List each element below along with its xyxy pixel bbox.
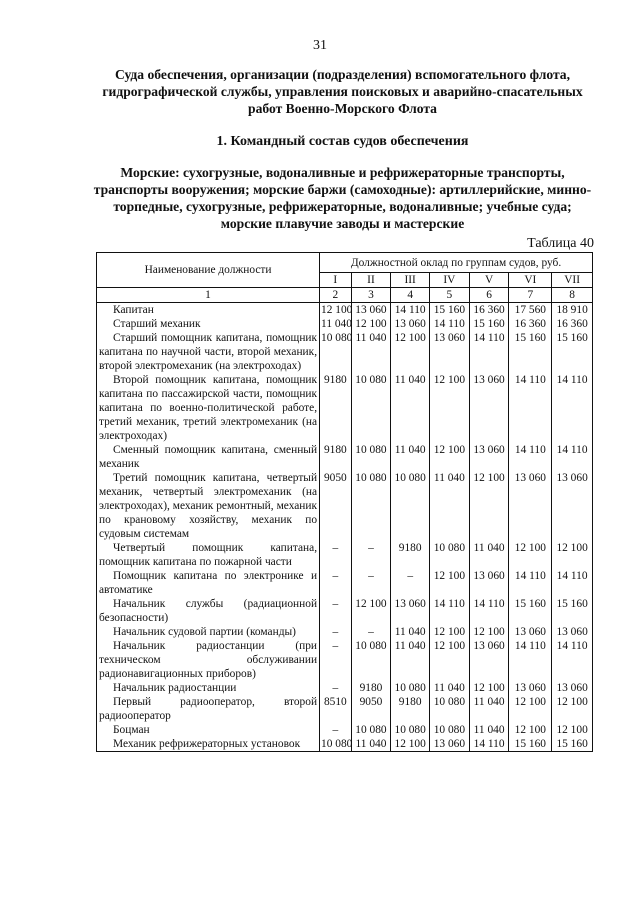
salary-cell: 14 110	[509, 569, 552, 597]
page-number: 31	[313, 38, 327, 53]
table-row	[97, 569, 593, 597]
position-name-text: Сменный помощник капитана, сменный механик	[99, 444, 318, 470]
salary-cell: 13 060	[509, 471, 552, 541]
salary-cell: 10 080	[351, 471, 391, 541]
salary-cell: 9180	[391, 541, 430, 569]
salary-cell: 11 040	[469, 541, 509, 569]
salary-cell: 11 040	[391, 639, 430, 681]
salary-cell: 12 100	[351, 317, 391, 331]
salary-cell: 14 110	[430, 597, 470, 625]
salary-cell: 14 110	[552, 443, 593, 471]
salary-cell: 15 160	[509, 597, 552, 625]
position-name-text: Помощник капитана по электронике и автоматике	[99, 570, 318, 596]
table-row	[97, 331, 593, 373]
column-number: 4	[391, 288, 430, 303]
salary-cell: 15 160	[552, 331, 593, 373]
group-header: IV	[430, 273, 470, 288]
table-header	[97, 253, 593, 303]
salary-cell: 13 060	[509, 625, 552, 639]
salary-cell: 14 110	[552, 639, 593, 681]
salary-cell: 15 160	[552, 597, 593, 625]
salary-cell: 11 040	[430, 471, 470, 541]
salary-cell: 12 100	[391, 331, 430, 373]
salary-cell: 14 110	[509, 443, 552, 471]
salary-cell: –	[351, 541, 391, 569]
salary-cell: 9180	[320, 373, 352, 443]
salary-cell: 13 060	[391, 317, 430, 331]
salary-cell: 13 060	[552, 625, 593, 639]
salary-cell: 15 160	[509, 331, 552, 373]
table-row	[97, 695, 593, 723]
salary-cell: 15 160	[552, 737, 593, 752]
salary-cell: 13 060	[552, 471, 593, 541]
salary-cell: –	[320, 597, 352, 625]
table-row	[97, 471, 593, 541]
salary-cell: 13 060	[469, 373, 509, 443]
position-name-text: Первый радиооператор, второй радиооператор	[99, 696, 318, 722]
vessel-types-heading: Морские: сухогрузные, водоналивные и рефрижераторные транспорты, транспорты вооружения; морские баржи (самоходные): артиллерийские, минно-торпедные, сухогрузные, рефрижераторные, водоналивные; учебные суда; морские плавучие заводы и мастерские	[93, 165, 592, 231]
position-name	[97, 597, 320, 625]
salary-cell: 14 110	[469, 597, 509, 625]
salary-cell: 13 060	[469, 639, 509, 681]
salary-cell: 14 110	[469, 737, 509, 752]
salary-cell: 10 080	[430, 723, 470, 737]
salary-cell: 12 100	[351, 597, 391, 625]
position-name	[97, 471, 320, 541]
position-name	[97, 541, 320, 569]
salary-cell: 12 100	[391, 737, 430, 752]
salary-cell: 13 060	[509, 681, 552, 695]
position-name-text: Боцман	[113, 724, 150, 736]
position-name	[97, 695, 320, 723]
position-name-text: Начальник службы (радиационной безопасности)	[99, 598, 318, 624]
salary-cell: 12 100	[469, 625, 509, 639]
salary-cell: 13 060	[552, 681, 593, 695]
salary-cell: 13 060	[391, 597, 430, 625]
position-name	[97, 317, 320, 331]
salary-cell: 15 160	[430, 303, 470, 318]
column-number: 3	[351, 288, 391, 303]
table-row	[97, 681, 593, 695]
salary-cell: 11 040	[351, 331, 391, 373]
salary-cell: 17 560	[509, 303, 552, 318]
salary-cell: 10 080	[351, 373, 391, 443]
salary-cell: 11 040	[469, 723, 509, 737]
group-header: I	[320, 273, 352, 288]
table-row	[97, 597, 593, 625]
salary-cell: 12 100	[430, 373, 470, 443]
salary-cell: 11 040	[391, 625, 430, 639]
salary-cell: –	[351, 569, 391, 597]
salary-cell: 12 100	[552, 723, 593, 737]
salary-cell: 10 080	[320, 331, 352, 373]
salary-cell: 10 080	[351, 723, 391, 737]
salary-cell: 15 160	[509, 737, 552, 752]
table-caption: Таблица 40	[527, 236, 594, 251]
salary-cell: 12 100	[552, 695, 593, 723]
table-row	[97, 541, 593, 569]
salary-cell: –	[320, 569, 352, 597]
table-row	[97, 723, 593, 737]
salary-cell: 13 060	[430, 331, 470, 373]
salary-cell: 12 100	[430, 639, 470, 681]
salary-cell: 11 040	[469, 695, 509, 723]
salary-cell: 9050	[351, 695, 391, 723]
salary-cell: 13 060	[469, 443, 509, 471]
salary-cell: 10 080	[391, 723, 430, 737]
table-row	[97, 373, 593, 443]
position-name	[97, 443, 320, 471]
salary-cell: –	[391, 569, 430, 597]
position-name	[97, 373, 320, 443]
salary-cell: 12 100	[509, 695, 552, 723]
salary-cell: 9050	[320, 471, 352, 541]
salary-cell: 12 100	[430, 569, 470, 597]
salary-cell: 12 100	[509, 723, 552, 737]
salary-cell: 13 060	[469, 569, 509, 597]
column-number: 2	[320, 288, 352, 303]
salary-cell: 14 110	[430, 317, 470, 331]
salary-cell: 10 080	[430, 695, 470, 723]
header-position: Наименование должности	[97, 253, 320, 288]
salary-cell: 12 100	[469, 471, 509, 541]
subsection-title: 1. Командный состав судов обеспечения	[216, 134, 469, 149]
salary-cell: 11 040	[430, 681, 470, 695]
salary-cell: 16 360	[552, 317, 593, 331]
section-title: Суда обеспечения, организации (подразделения) вспомогательного флота, гидрографической службы, управления поисковых и аварийно-спасательных работ Военно-Морского Флота	[102, 67, 583, 116]
salary-cell: –	[320, 625, 352, 639]
salary-cell: 12 100	[321, 304, 353, 316]
table-row	[97, 303, 593, 318]
salary-cell: 14 110	[552, 373, 593, 443]
salary-cell: 11 040	[351, 737, 391, 752]
salary-cell: 9180	[351, 681, 391, 695]
salary-cell: 11 040	[321, 318, 352, 330]
position-name-text: Начальник радиостанции (при техническом обслуживании радионавигационных приборов)	[99, 640, 318, 680]
position-name	[97, 331, 320, 373]
salary-cell: 12 100	[552, 541, 593, 569]
position-name-text: Третий помощник капитана, четвертый механик, четвертый электромеханик (на электроходах), механик ремонтный, механик по крановому хозяйству, механик по судовым системам	[99, 472, 318, 540]
salary-cell: –	[320, 723, 352, 737]
salary-cell: –	[320, 541, 352, 569]
salary-cell: 10 080	[430, 541, 470, 569]
column-number: 1	[97, 288, 320, 303]
salary-cell: 10 080	[351, 443, 391, 471]
table-body	[97, 303, 593, 752]
position-name	[97, 625, 320, 639]
salary-cell: 10 080	[321, 738, 353, 750]
header-salary: Должностной оклад по группам судов, руб.	[320, 253, 593, 273]
position-name	[97, 681, 320, 695]
salary-cell: 8510	[320, 695, 352, 723]
table-row	[97, 737, 593, 752]
position-name-text: Старший механик	[113, 318, 201, 330]
salary-cell: 12 100	[469, 681, 509, 695]
table-row	[97, 443, 593, 471]
column-number: 7	[509, 288, 552, 303]
salary-cell: 14 110	[509, 373, 552, 443]
salary-cell: 15 160	[469, 317, 509, 331]
position-name-text: Второй помощник капитана, помощник капитана по пассажирской части, помощник капитана по военно-политической работе, третий механик, третий электромеханик (на электроходах)	[99, 374, 318, 442]
position-name-text: Старший помощник капитана, помощник капитана по научной части, второй механик, второй электромеханик (на электроходах)	[99, 332, 318, 372]
position-name-text: Капитан	[113, 304, 154, 316]
group-header: III	[391, 273, 430, 288]
salary-cell: 12 100	[430, 443, 470, 471]
salary-cell: 14 110	[552, 569, 593, 597]
salary-cell: 12 100	[430, 625, 470, 639]
salary-cell: –	[320, 639, 352, 681]
group-header: VII	[552, 273, 593, 288]
group-header: VI	[509, 273, 552, 288]
salary-table	[96, 252, 593, 752]
position-name	[97, 303, 320, 318]
position-name-text: Начальник радиостанции	[113, 682, 237, 694]
salary-cell: 9180	[391, 695, 430, 723]
salary-cell: 11 040	[391, 373, 430, 443]
salary-cell: 13 060	[430, 737, 470, 752]
column-number: 8	[552, 288, 593, 303]
table-row	[97, 625, 593, 639]
position-name	[97, 639, 320, 681]
position-name	[97, 737, 320, 752]
position-name	[97, 569, 320, 597]
salary-cell: –	[351, 625, 391, 639]
salary-cell: 9180	[320, 443, 352, 471]
salary-cell: 10 080	[351, 639, 391, 681]
position-name-text: Начальник судовой партии (команды)	[113, 626, 296, 638]
position-name	[97, 723, 320, 737]
salary-cell: 10 080	[391, 681, 430, 695]
column-number: 5	[430, 288, 470, 303]
salary-cell: 18 910	[552, 303, 593, 318]
salary-cell: 11 040	[391, 443, 430, 471]
salary-cell: 16 360	[509, 317, 552, 331]
column-number: 6	[469, 288, 509, 303]
table-row	[97, 317, 593, 331]
position-name-text: Четвертый помощник капитана, помощник капитана по пожарной части	[99, 542, 318, 568]
table-row	[97, 639, 593, 681]
salary-cell: 13 060	[351, 303, 391, 318]
group-header: V	[469, 273, 509, 288]
salary-cell: 14 110	[391, 303, 430, 318]
salary-cell: 10 080	[391, 471, 430, 541]
salary-cell: –	[320, 681, 352, 695]
position-name-text: Механик рефрижераторных установок	[113, 738, 301, 750]
salary-cell: 14 110	[509, 639, 552, 681]
salary-cell: 14 110	[469, 331, 509, 373]
group-header: II	[351, 273, 391, 288]
salary-cell: 12 100	[509, 541, 552, 569]
salary-cell: 16 360	[469, 303, 509, 318]
